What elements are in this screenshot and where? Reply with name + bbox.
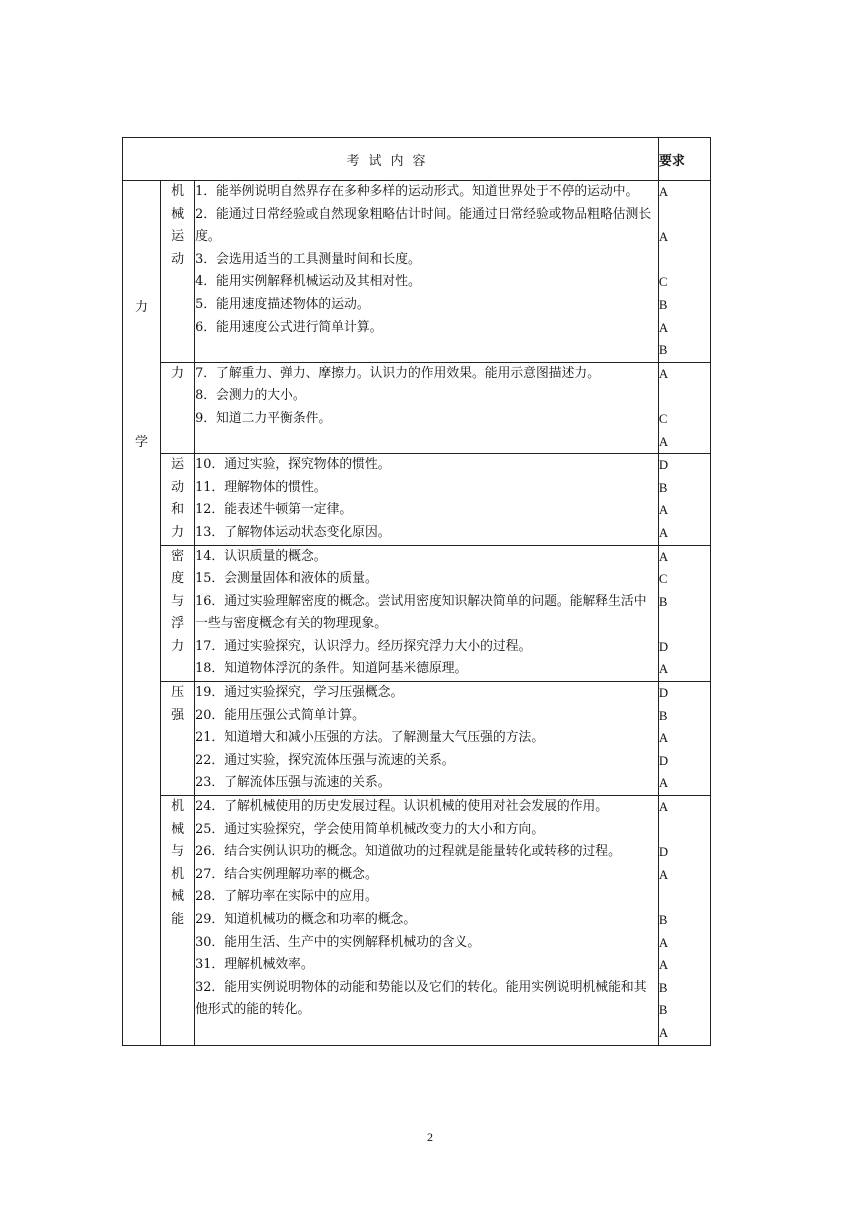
- syllabus-item: 32．能用实例说明物体的动能和势能以及它们的转化。能用实例说明机械能和其他形式的能的转化。: [195, 979, 647, 1018]
- requirement-grade: D: [658, 639, 669, 654]
- topic-cell: [161, 362, 195, 453]
- section-row: [123, 454, 711, 545]
- topic-char: 械: [171, 821, 185, 837]
- requirement-grade: A: [658, 867, 669, 882]
- topic-char: 力: [171, 365, 185, 381]
- syllabus-item: 12．能表述牛顿第一定律。: [195, 502, 353, 518]
- syllabus-item: 29．知道机械功的概念和功率的概念。: [195, 912, 417, 927]
- requirement-grade: B: [658, 297, 668, 312]
- syllabus-item: 30．能用生活、生产中的实例解释机械功的含义。: [195, 934, 481, 950]
- requirement-grade: A: [658, 434, 669, 449]
- subject-char: 力: [135, 300, 149, 315]
- syllabus-item: 19．通过实验探究，学习压强概念。: [195, 685, 404, 701]
- requirement-grade: A: [658, 1025, 669, 1040]
- subject-cell: [123, 181, 161, 1046]
- syllabus-item: 1．能举例说明自然界存在多种多样的运动形式。知道世界处于不停的运动中。: [195, 184, 639, 199]
- requirement-grade: A: [658, 366, 669, 381]
- requirement-grade: B: [658, 708, 668, 723]
- requirement-grade: A: [658, 731, 669, 746]
- topic-char: 和: [171, 502, 185, 518]
- items-cell: [195, 181, 659, 363]
- topic-char: 机: [171, 799, 185, 815]
- syllabus-item: 27．结合实例理解功率的概念。: [195, 866, 378, 882]
- requirement-grade: D: [658, 686, 669, 701]
- syllabus-item: 3．会选用适当的工具测量时间和长度。: [195, 251, 421, 267]
- topic-char: 运: [171, 229, 185, 245]
- syllabus-item: 6．能用速度公式进行简单计算。: [195, 319, 383, 335]
- topic-char: 力: [171, 524, 185, 540]
- section-row: [123, 181, 711, 363]
- grades-cell: [658, 362, 710, 453]
- topic-char: 械: [171, 889, 185, 905]
- header-content-cell: 考试内容: [123, 138, 659, 181]
- requirement-grade: A: [658, 958, 669, 973]
- requirement-grade: B: [658, 480, 668, 495]
- requirement-grade: B: [658, 1003, 668, 1018]
- grades-cell: [658, 545, 710, 682]
- topic-char: 浮: [171, 616, 185, 632]
- requirement-grade: [659, 249, 710, 272]
- syllabus-item: 24．了解机械使用的历史发展过程。认识机械的使用对社会发展的作用。: [195, 799, 609, 815]
- syllabus-item: 17．通过实验探究，认识浮力。经历探究浮力大小的过程。: [195, 638, 532, 654]
- syllabus-item: 7．了解重力、弹力、摩擦力。认识力的作用效果。能用示意图描述力。: [195, 365, 600, 381]
- syllabus-item: 11．理解物体的惯性。: [195, 479, 327, 495]
- subject-char: 学: [135, 435, 149, 450]
- requirement-grade: B: [658, 594, 668, 609]
- syllabus-item: 18．知道物体浮沉的条件。知道阿基米德原理。: [195, 661, 468, 677]
- topic-char: 动: [171, 251, 185, 267]
- grades-cell: [658, 454, 710, 545]
- syllabus-item: 13．了解物体运动状态变化原因。: [195, 524, 391, 540]
- syllabus-item: 15．会测量固体和液体的质量。: [195, 571, 378, 587]
- syllabus-item: 21．知道增大和减小压强的方法。了解测量大气压强的方法。: [195, 730, 545, 746]
- header-requirement-cell: 要求: [658, 138, 710, 181]
- section-row: [123, 362, 711, 453]
- requirement-grade: A: [658, 185, 669, 199]
- requirement-grade: A: [658, 525, 669, 540]
- topic-char: 强: [171, 707, 185, 723]
- topic-char: 动: [171, 479, 185, 495]
- syllabus-item: 31．理解机械效率。: [195, 957, 314, 973]
- topic-cell: [161, 181, 195, 363]
- requirement-grade: B: [658, 980, 668, 995]
- topic-cell: [161, 796, 195, 1046]
- section-row: [123, 796, 711, 1046]
- requirement-grade: [659, 819, 710, 842]
- topic-char: 与: [171, 593, 185, 609]
- requirement-grade: A: [658, 662, 669, 677]
- items-cell: [195, 796, 659, 1046]
- syllabus-item: 22．通过实验，探究流体压强与流速的关系。: [195, 752, 455, 768]
- syllabus-item: 16．通过实验理解密度的概念。尝试用密度知识解决简单的问题。能解释生活中一些与密度概念有关的物理现象。: [195, 593, 647, 632]
- topic-cell: [161, 545, 195, 682]
- topic-char: 压: [171, 685, 185, 701]
- requirement-grade: A: [658, 503, 669, 518]
- syllabus-item: 5．能用速度描述物体的运动。: [195, 296, 370, 312]
- requirement-grade: C: [658, 275, 668, 290]
- topic-char: 运: [171, 457, 185, 473]
- items-cell: [195, 682, 659, 796]
- syllabus-item: 20．能用压强公式简单计算。: [195, 707, 365, 723]
- syllabus-item: 10．通过实验，探究物体的惯性。: [195, 457, 391, 473]
- requirement-grade: A: [658, 800, 669, 815]
- requirement-grade: A: [658, 549, 669, 564]
- grades-cell: [658, 682, 710, 796]
- topic-char: 密: [171, 548, 185, 564]
- items-cell: [195, 362, 659, 453]
- topic-char: 械: [171, 206, 185, 222]
- items-cell: [195, 545, 659, 682]
- syllabus-item: 23．了解流体压强与流速的关系。: [195, 775, 391, 791]
- requirement-grade: C: [658, 572, 668, 587]
- syllabus-item: 4．能用实例解释机械运动及其相对性。: [195, 274, 421, 290]
- syllabus-item: 25．通过实验探究，学会使用简单机械改变力的大小和方向。: [195, 821, 545, 837]
- topic-cell: [161, 682, 195, 796]
- topic-cell: [161, 454, 195, 545]
- topic-char: 度: [171, 571, 185, 587]
- requirement-grade: A: [658, 776, 669, 791]
- requirement-grade: B: [658, 343, 668, 358]
- table-header-row: [123, 138, 711, 181]
- syllabus-item: 28．了解功率在实际中的应用。: [195, 889, 378, 905]
- topic-char: 与: [171, 844, 185, 860]
- section-row: [123, 682, 711, 796]
- requirement-grade: C: [658, 411, 668, 426]
- requirement-grade: A: [658, 320, 669, 335]
- requirement-grade: A: [658, 935, 669, 950]
- syllabus-item: 9．知道二力平衡条件。: [195, 410, 332, 426]
- topic-char: 机: [171, 184, 185, 199]
- requirement-grade: D: [658, 458, 669, 473]
- requirement-grade: [659, 886, 710, 909]
- requirement-grade: [659, 385, 710, 408]
- syllabus-table: [122, 137, 711, 1046]
- syllabus-item: 2．能通过日常经验或自然现象粗略估计时间。能通过日常经验或物品粗略估测长度。: [195, 206, 652, 245]
- syllabus-item: 26．结合实例认识功的概念。知道做功的过程就是能量转化或转移的过程。: [195, 844, 621, 860]
- requirement-grade: [659, 204, 710, 227]
- requirement-grade: B: [658, 913, 668, 927]
- requirement-grade: D: [658, 845, 669, 860]
- page-number: 2: [427, 1130, 433, 1144]
- grades-cell: [658, 181, 710, 363]
- syllabus-item: 14．认识质量的概念。: [195, 548, 327, 564]
- requirement-grade: D: [658, 753, 669, 768]
- topic-char: 能: [171, 912, 185, 927]
- requirement-grade: A: [658, 230, 669, 245]
- grades-cell: [658, 796, 710, 1046]
- items-cell: [195, 454, 659, 545]
- topic-char: 力: [171, 638, 185, 654]
- requirement-grade: [659, 613, 710, 636]
- topic-char: 机: [171, 866, 185, 882]
- section-row: [123, 545, 711, 682]
- syllabus-item: 8．会测力的大小。: [195, 388, 306, 404]
